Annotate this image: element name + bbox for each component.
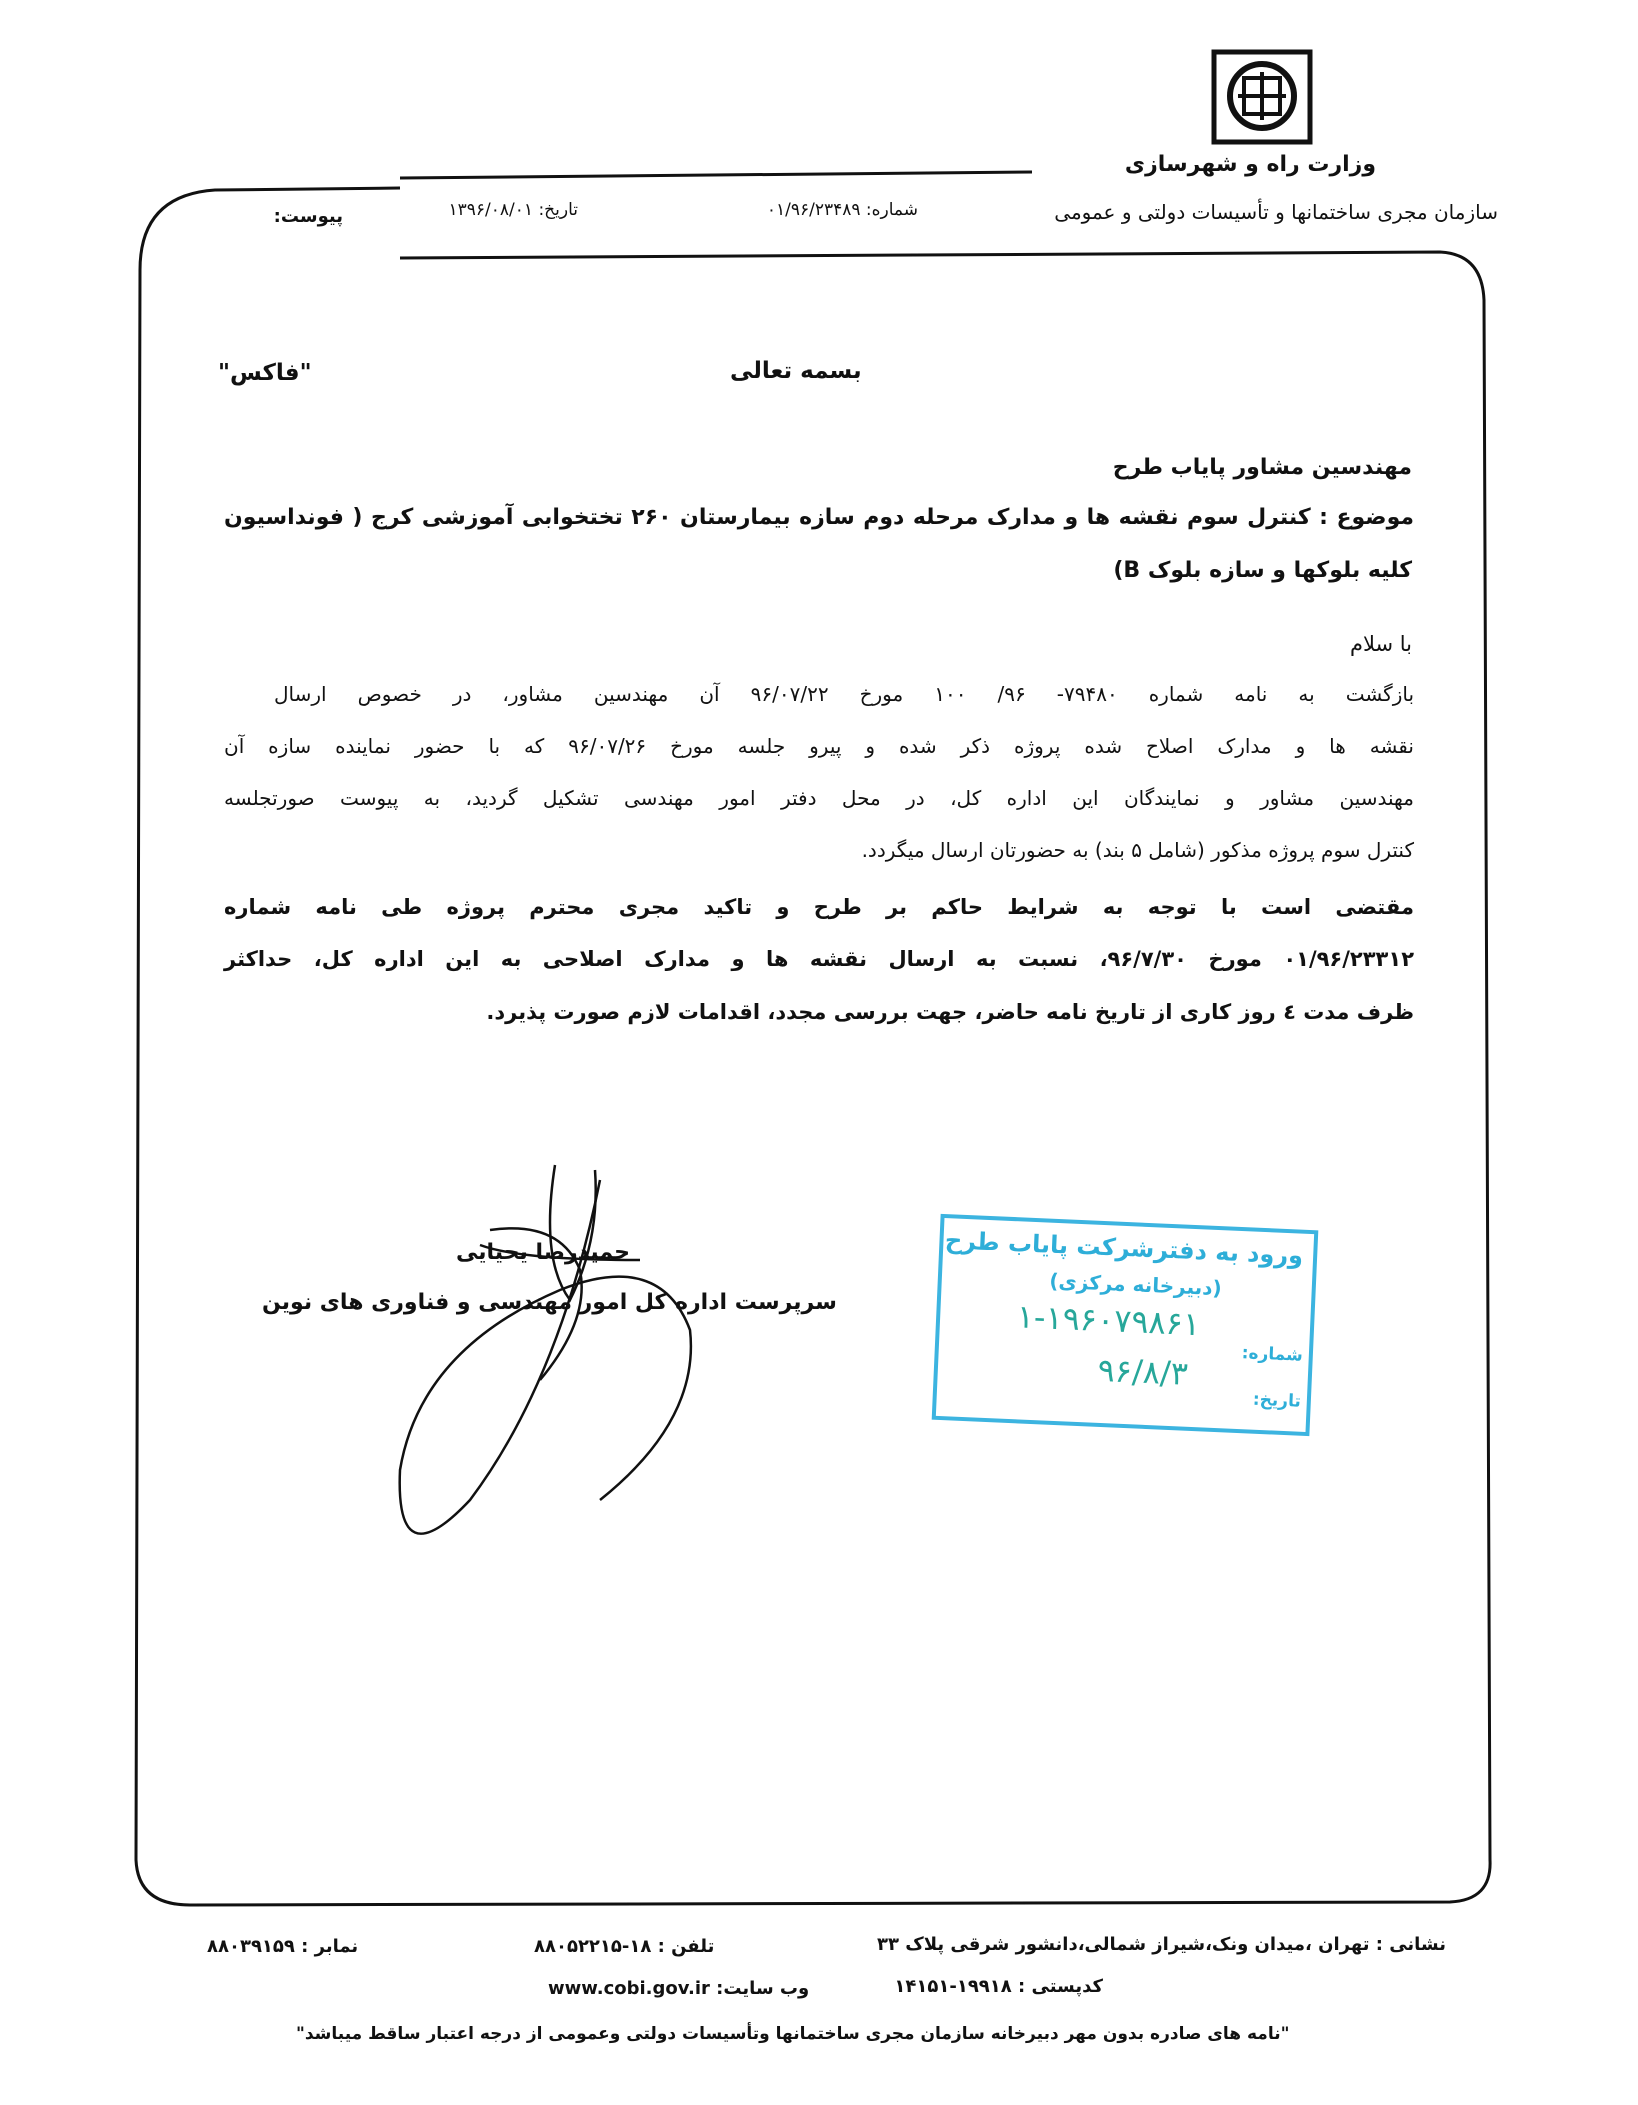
greeting: با سلام <box>1349 632 1412 656</box>
stamp-date-label: تاریخ: <box>1252 1389 1302 1412</box>
para1-line: نقشه ها و مدارک اصلاح شده پروژه ذکر شده و پیرو جلسه مورخ ۹۶/۰۷/۲۶ که با حضور نماینده سازه آن <box>224 734 1414 758</box>
para1-line: بازگشت به نامه شماره ۷۹۴۸۰- ۹۶/ ۱۰۰ مورخ ۹۶/۰۷/۲۲ آن مهندسین مشاور، در خصوص ارسال <box>274 682 1415 706</box>
invocation: بسمه تعالی <box>730 358 862 384</box>
letter-number <box>767 200 918 220</box>
ministry-logo <box>1214 52 1310 142</box>
attachment-label: پیوست: <box>273 206 343 227</box>
para2-line: ظرف مدت ٤ روز کاری از تاریخ نامه حاضر، جهت بررسی مجدد، اقدامات لازم صورت پذیرد. <box>486 1000 1414 1024</box>
stamp-line-1: ورود به دفترشرکت پایاب طرح <box>944 1226 1304 1270</box>
footer-postal-code: کدپستی : ۱۹۹۱۸-۱۴۱۵۱ <box>894 1976 1103 1997</box>
recipient: مهندسین مشاور پایاب طرح <box>1112 455 1412 480</box>
footer-phone: تلفن : ۱۸-۸۸۰۵۲۲۱۵ <box>534 1936 715 1957</box>
stamp-number-value: ۱-۱۹۶۰۷۹۸۶۱ <box>1016 1297 1201 1344</box>
number-value: ۰۱/۹۶/۲۳۴۸۹ <box>766 200 861 220</box>
footer-address: نشانی : تهران ،میدان ونک،شیراز شمالی،دانشور شرقی پلاک ۳۳ <box>877 1934 1446 1955</box>
stamp-date-value: ۹۶/۸/۳ <box>1096 1350 1189 1393</box>
para2-line: ۰۱/۹۶/۲۳۳۱۲ مورخ ۹۶/۷/۳۰، نسبت به ارسال نقشه ها و مدارک اصلاحی به این اداره کل، حداکثر <box>224 947 1415 971</box>
date-label: تاریخ: <box>538 200 578 220</box>
organization-name: سازمان مجری ساختمانها و تأسیسات دولتی و عمومی <box>1054 200 1498 224</box>
para2-line: مقتضی است با توجه به شرایط حاکم بر طرح و تاکید مجری محترم پروژه طی نامه شماره <box>224 895 1414 919</box>
letter-date <box>449 200 578 220</box>
para1-line: مهندسین مشاور و نمایندگان این اداره کل، در محل دفتر امور مهندسی تشکیل گردید، به پیوست صورتجلسه <box>224 786 1414 810</box>
subject-line-2: کلیه بلوکها و سازه بلوک B) <box>1113 558 1412 583</box>
para1-line: کنترل سوم پروژه مذکور (شامل ۵ بند) به حضورتان ارسال میگردد. <box>861 838 1414 862</box>
footer-website: وب سایت: www.cobi.gov.ir <box>548 1978 810 1999</box>
signer-name: حمیدرضا یحیایی <box>456 1240 631 1265</box>
number-label: شماره: <box>865 200 918 220</box>
signature <box>400 1165 691 1534</box>
stamp-number-label: شماره: <box>1241 1343 1304 1366</box>
footer-disclaimer: "نامه های صادره بدون مهر دبیرخانه سازمان مجری ساختمانها وتأسیسات دولتی وعمومی از درجه اعتبار ساقط میباشد" <box>296 2024 1290 2044</box>
stamp-line-2: (دبیرخانه مرکزی) <box>1048 1268 1223 1301</box>
date-value: ۱۳۹۶/۰۸/۰۱ <box>448 200 534 220</box>
subject-line-1: موضوع : کنترل سوم نقشه ها و مدارک مرحله دوم سازه بیمارستان ۲۶۰ تختخوابی آموزشی کرج ( فونداسیون <box>224 505 1414 530</box>
fax-mark: "فاکس" <box>218 360 312 386</box>
ministry-name: وزارت راه و شهرسازی <box>1124 152 1376 177</box>
footer-fax: نمابر : ۸۸۰۳۹۱۵۹ <box>207 1936 359 1957</box>
signer-title: سرپرست اداره کل امور مهندسی و فناوری های نوین <box>262 1290 837 1315</box>
receipt-stamp <box>932 1214 1319 1436</box>
